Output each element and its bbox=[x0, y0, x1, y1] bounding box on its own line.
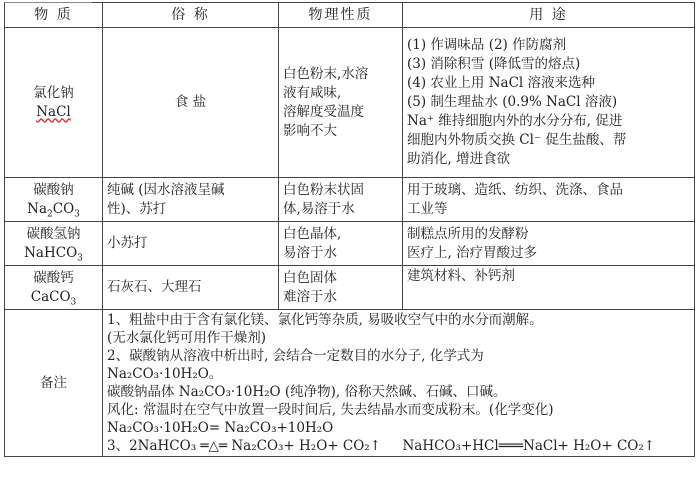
na2co3-common-line: 性)、苏打 bbox=[107, 200, 167, 217]
document-page bbox=[4, 2, 694, 496]
nahco3-name: 碳酸氢钠 bbox=[26, 225, 81, 242]
note-line: 1、粗盐中由于含有氯化镁、氯化钙等杂质, 易吸收空气中的水分而潮解。 bbox=[107, 312, 543, 328]
note-line: Na₂CO₃·10H₂O。 bbox=[107, 366, 223, 382]
nacl-use-line: 助消化, 增进食欲 bbox=[407, 151, 511, 167]
na2co3-formula bbox=[9, 200, 98, 219]
row-caco3 bbox=[5, 266, 695, 310]
na2co3-common-line: 纯碱 (因水溶液呈碱 bbox=[107, 181, 225, 198]
na2co3-phys bbox=[279, 178, 403, 222]
nacl-use-line: 细胞内外物质交换 Cl⁻ 促生盐酸、帮 bbox=[407, 132, 627, 148]
nacl-use-line: (1) 作调味品 (2) 作防腐剂 bbox=[407, 37, 567, 53]
nahco3-uses bbox=[403, 222, 695, 266]
note-line: Na₂CO₃·10H₂O= Na₂CO₃+10H₂O bbox=[107, 420, 334, 436]
nacl-formula: NaCl bbox=[36, 103, 71, 120]
caco3-phys-line: 难溶于水 bbox=[283, 288, 337, 305]
header-uses: 用 途 bbox=[403, 3, 695, 28]
row-na2co3 bbox=[5, 178, 695, 222]
nahco3-formula bbox=[9, 244, 98, 263]
caco3-phys-line: 白色固体 bbox=[283, 269, 337, 286]
nacl-uses bbox=[403, 28, 695, 178]
salts-table bbox=[4, 2, 695, 457]
caco3-common: 石灰石、大理石 bbox=[103, 266, 279, 310]
na2co3-substance bbox=[5, 178, 103, 222]
nacl-substance bbox=[5, 28, 103, 178]
nacl-common: 食 盐 bbox=[103, 28, 279, 178]
nacl-use-line: (3) 消除积雪 (降低雪的熔点) bbox=[407, 56, 581, 72]
note-line: 碳酸钠晶体 Na₂CO₃·10H₂O (纯净物), 俗称天然碱、石碱、口碱。 bbox=[107, 384, 507, 400]
formula-part: CO bbox=[52, 200, 75, 217]
row-notes bbox=[5, 310, 695, 457]
nahco3-phys-line: 易溶于水 bbox=[283, 244, 337, 261]
formula-sub: 2 bbox=[47, 209, 53, 220]
nacl-use-line: (4) 农业上用 NaCl 溶液来选种 bbox=[407, 75, 596, 91]
note-line: 3、2NaHCO₃ ═△═ Na₂CO₃+ H₂O+ CO₂↑ NaHCO₃+HCl═══NaCl+ H₂O+ CO₂↑ bbox=[107, 438, 656, 454]
caco3-substance bbox=[5, 266, 103, 310]
na2co3-use-line: 工业等 bbox=[407, 200, 448, 217]
header-substance: 物 质 bbox=[5, 3, 103, 28]
nacl-use-line: Na⁺ 维持细胞内外的水分分布, 促进 bbox=[407, 113, 623, 129]
na2co3-phys-line: 体,易溶于水 bbox=[283, 200, 355, 217]
row-nacl bbox=[5, 28, 695, 178]
formula-sub: 3 bbox=[77, 253, 83, 264]
note-line: (无水氯化钙可用作干燥剂) bbox=[107, 330, 267, 346]
caco3-use-line: 建筑材料、补钙剂 bbox=[407, 268, 515, 284]
formula-sub: 3 bbox=[74, 209, 80, 220]
nahco3-phys bbox=[279, 222, 403, 266]
formula-part: NaHCO bbox=[24, 244, 78, 261]
na2co3-phys-line: 白色粉末状固 bbox=[283, 181, 364, 198]
notes-label: 备注 bbox=[5, 310, 103, 457]
header-row bbox=[5, 3, 695, 28]
nahco3-common: 小苏打 bbox=[103, 222, 279, 266]
top-rule bbox=[4, 2, 92, 3]
nacl-phys-line: 影响不大 bbox=[283, 122, 337, 139]
formula-part: CaCO bbox=[30, 288, 71, 305]
note-line: 2、碳酸钠从溶液中析出时, 会结合一定数目的水分子, 化学式为 bbox=[107, 348, 484, 364]
na2co3-uses bbox=[403, 178, 695, 222]
formula-sub: 3 bbox=[70, 297, 77, 308]
nahco3-use-line: 医疗上, 治疗胃酸过多 bbox=[407, 244, 538, 261]
header-common-name: 俗 称 bbox=[103, 3, 279, 28]
formula-part: Na bbox=[27, 200, 47, 217]
notes-content bbox=[103, 310, 695, 457]
row-nahco3 bbox=[5, 222, 695, 266]
na2co3-name: 碳酸钠 bbox=[33, 181, 74, 198]
header-physical-props: 物理性质 bbox=[279, 3, 403, 28]
caco3-phys bbox=[279, 266, 403, 310]
nahco3-phys-line: 白色晶体, bbox=[283, 225, 342, 242]
caco3-formula bbox=[9, 288, 98, 307]
caco3-uses bbox=[403, 266, 695, 310]
nacl-phys-line: 白色粉末,水溶 bbox=[283, 65, 369, 82]
nahco3-use-line: 制糕点所用的发酵粉 bbox=[407, 225, 529, 242]
caco3-name: 碳酸钙 bbox=[33, 269, 74, 286]
na2co3-use-line: 用于玻璃、造纸、纺织、洗涤、食品 bbox=[407, 181, 623, 198]
note-line: 风化: 常温时在空气中放置一段时间后, 失去结晶水而变成粉末。(化学变化) bbox=[107, 402, 554, 418]
nacl-phys-line: 溶解度受温度 bbox=[283, 103, 364, 120]
nahco3-substance bbox=[5, 222, 103, 266]
nacl-phys-line: 液有咸味, bbox=[283, 84, 342, 101]
nacl-use-line: (5) 制生理盐水 (0.9% NaCl 溶液) bbox=[407, 94, 618, 110]
na2co3-common bbox=[103, 178, 279, 222]
nacl-phys bbox=[279, 28, 403, 178]
nacl-name: 氯化钠 bbox=[33, 84, 74, 101]
